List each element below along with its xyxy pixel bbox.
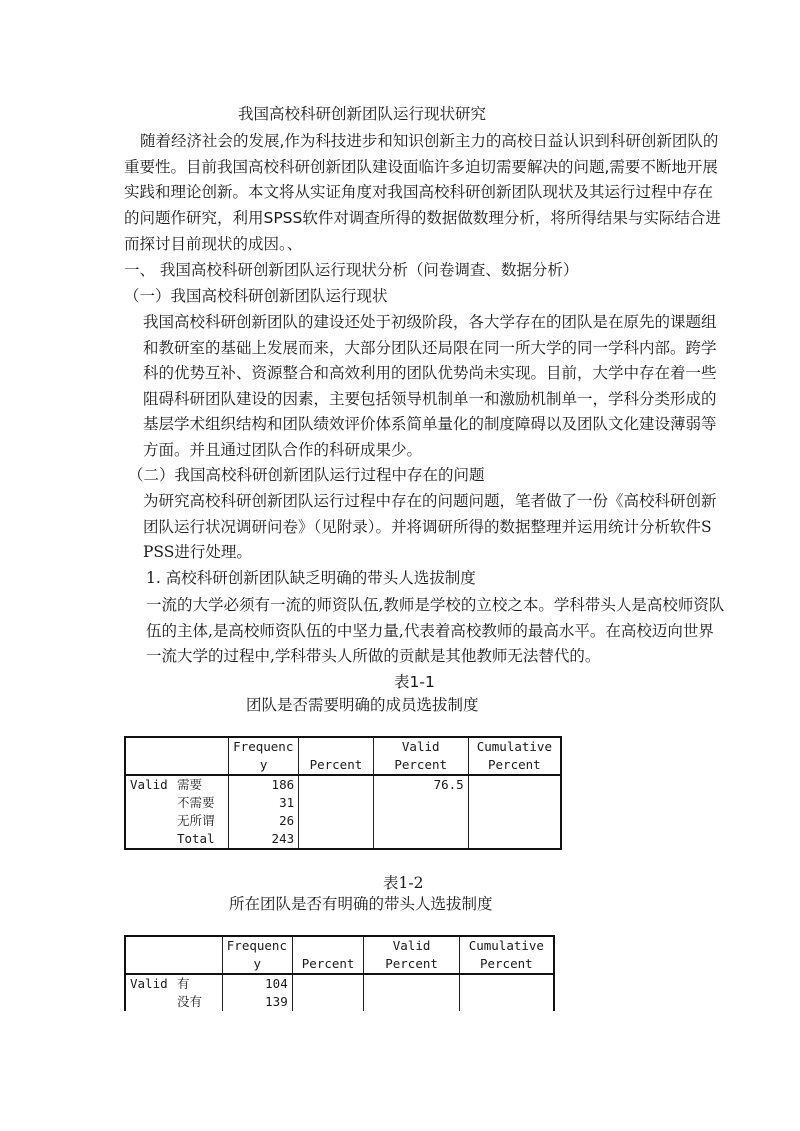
intro-line: 而探讨目前现状的成因。、 (124, 235, 303, 253)
doc-title: 我国高校科研创新团队运行现状研究 (238, 105, 487, 123)
subsection-heading: （二）我国高校科研创新团队运行过程中存在的问题 (128, 466, 485, 484)
intro-line: 重要性。目前我国高校科研创新团队建设面临许多迫切需要解决的问题,需要不断地开展 (124, 158, 718, 176)
row-label: 有 (173, 974, 222, 993)
header-cumulative-percent: Cumulative Percent (468, 737, 561, 775)
cell-cumulative-percent (468, 794, 561, 812)
intro-line: 实践和理论创新。本文将从实证角度对我国高校科研创新团队现状及其运行过程中存在 (124, 183, 714, 201)
paragraph-line: 团队运行状况调研问卷》（见附录）。并将调研所得的数据整理并运用统计分析软件S (143, 518, 712, 536)
cell-cumulative-percent (459, 974, 554, 993)
paragraph-line: 为研究高校科研创新团队运行过程中存在的问题问题，笔者做了一份《高校科研创新 (143, 492, 717, 510)
header-frequency: Frequenc y (229, 737, 299, 775)
header-valid-percent: Valid Percent (373, 737, 468, 775)
subsection-heading: （一）我国高校科研创新团队运行现状 (124, 287, 388, 305)
cell-cumulative-percent (468, 775, 561, 794)
cell-frequency: 26 (229, 812, 299, 830)
row-label: 不需要 (173, 794, 229, 812)
row-label: 无所谓 (173, 812, 229, 830)
paragraph-line: PSS进行处理。 (143, 543, 252, 561)
intro-line: 随着经济社会的发展,作为科技进步和知识创新主力的高校日益认识到科研创新团队的 (140, 132, 719, 150)
cell-valid-percent (364, 974, 459, 993)
table-row (125, 775, 561, 794)
paragraph-line: 科的优势互补、资源整合和高效利用的团队优势尚未实现。目前，大学中存在着一些 (143, 364, 717, 382)
cell-percent (299, 794, 374, 812)
cell-percent (292, 974, 364, 993)
paragraph-line: 我国高校科研创新团队的建设还处于初级阶段，各大学存在的团队是在原先的课题组 (143, 313, 717, 331)
cell-valid-percent: 76.5 (373, 775, 468, 794)
table-row (125, 830, 561, 849)
paragraph-line: 方面。并且通过团队合作的科研成果少。 (143, 441, 423, 459)
frequency-table (124, 736, 562, 850)
cell-valid-percent (364, 993, 459, 1011)
frequency-table (124, 935, 555, 1011)
section-heading: 一、 我国高校科研创新团队运行现状分析（问卷调查、数据分析） (124, 261, 579, 279)
header-frequency: Frequenc y (222, 936, 292, 974)
row-label: 需要 (173, 775, 229, 794)
cell-frequency: 104 (222, 974, 292, 993)
cell-cumulative-percent (468, 830, 561, 849)
paragraph-line: 一流大学的过程中,学科带头人所做的贡献是其他教师无法替代的。 (146, 647, 601, 665)
header-valid-percent: Valid Percent (364, 936, 459, 974)
cell-percent (299, 812, 374, 830)
table-label: 表1-1 (394, 673, 435, 691)
header-percent: Percent (299, 737, 374, 775)
cell-percent (292, 993, 364, 1011)
cell-cumulative-percent (459, 993, 554, 1011)
table-row (125, 993, 554, 1011)
cell-valid-percent (373, 794, 468, 812)
row-group-label: Valid (130, 777, 168, 792)
row-label: Total (173, 830, 229, 849)
table-row (125, 812, 561, 830)
paragraph-line: 一流的大学必须有一流的师资队伍,教师是学校的立校之本。学科带头人是高校师资队 (146, 596, 725, 614)
intro-line: 的问题作研究，利用SPSS软件对调查所得的数据做数理分析，将所得结果与实际结合进 (124, 209, 721, 227)
cell-frequency: 243 (229, 830, 299, 849)
list-item-heading: 1. 高校科研创新团队缺乏明确的带头人选拔制度 (146, 569, 476, 587)
table-label: 表1-2 (383, 874, 424, 892)
paragraph-line: 阻碍科研团队建设的因素，主要包括领导机制单一和激励机制单一，学科分类形成的 (143, 390, 717, 408)
table-caption: 团队是否需要明确的成员选拔制度 (246, 696, 479, 714)
table-caption: 所在团队是否有明确的带头人选拔制度 (229, 895, 493, 913)
table-row (125, 794, 561, 812)
header-cumulative-percent: Cumulative Percent (459, 936, 554, 974)
cell-percent (299, 830, 374, 849)
cell-frequency: 186 (229, 775, 299, 794)
header-percent: Percent (292, 936, 364, 974)
cell-cumulative-percent (468, 812, 561, 830)
paragraph-line: 伍的主体,是高校师资队伍的中坚力量,代表着高校教师的最高水平。在高校迈向世界 (146, 622, 714, 640)
row-label: 没有 (173, 993, 222, 1011)
table-row (125, 974, 554, 993)
cell-frequency: 31 (229, 794, 299, 812)
paragraph-line: 和教研室的基础上发展而来，大部分团队还局限在同一所大学的同一学科内部。跨学 (143, 339, 717, 357)
cell-valid-percent (373, 812, 468, 830)
cell-frequency: 139 (222, 993, 292, 1011)
paragraph-line: 基层学术组织结构和团队绩效评价体系简单量化的制度障碍以及团队文化建设薄弱等 (143, 415, 717, 433)
cell-valid-percent (373, 830, 468, 849)
row-group-label: Valid (130, 976, 168, 991)
cell-percent (299, 775, 374, 794)
